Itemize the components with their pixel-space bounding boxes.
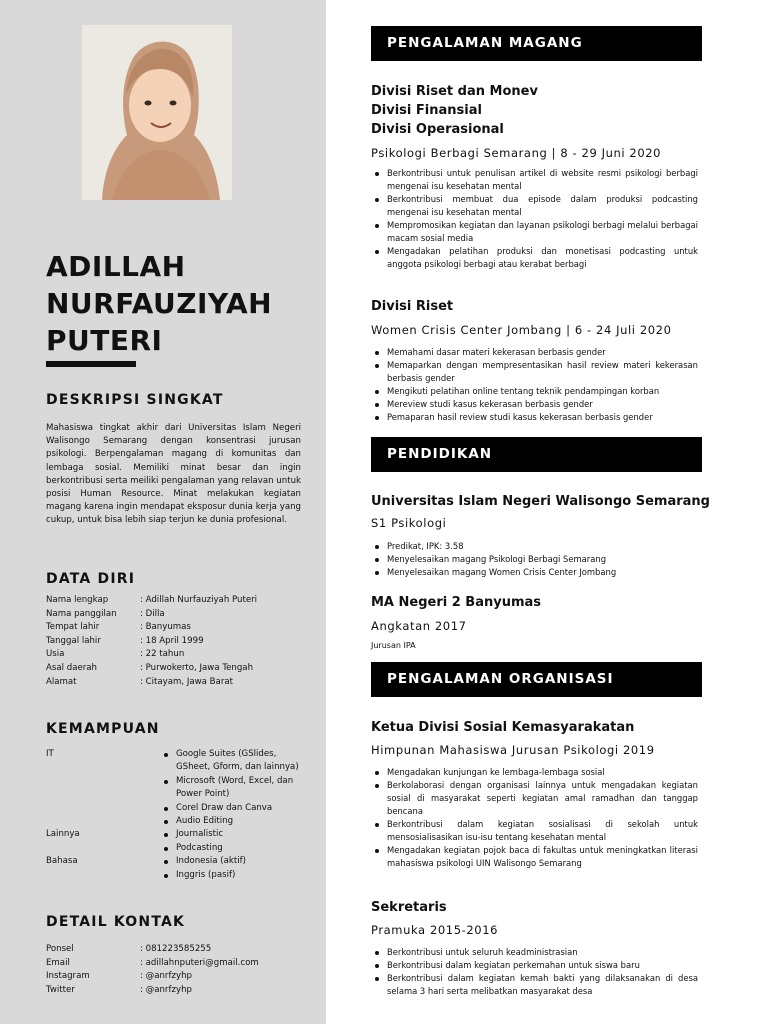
pendidikan1-list — [387, 540, 698, 579]
data-diri-row — [46, 648, 306, 662]
skill-item: Indonesia (aktif) — [161, 855, 311, 868]
email-value: : adillahnputeri@gmail.com — [140, 957, 259, 968]
section-bar-organisasi: PENGALAMAN ORGANISASI — [371, 662, 702, 697]
data-diri-list — [46, 594, 306, 689]
kontak-row — [46, 970, 306, 984]
section-bar-pendidikan: PENDIDIKAN — [371, 437, 702, 472]
list-item: Pemaparan hasil review studi kasus kekerasan berbasis gender — [387, 411, 698, 424]
full-name — [46, 248, 316, 359]
twitter-value: : @anrfzyhp — [140, 984, 192, 995]
profile-photo-image — [82, 25, 232, 200]
list-item: Mengadakan kunjungan ke lembaga-lembaga sosial — [387, 766, 698, 779]
data-diri-row — [46, 662, 306, 676]
skill-label: IT — [46, 749, 54, 759]
list-item: Memaparkan dengan mempresentasikan hasil review materi kekerasan berbasis gender — [387, 360, 698, 383]
kontak-row — [46, 984, 306, 998]
field-label: Tanggal lahir — [46, 635, 101, 646]
skill-group-bahasa — [46, 855, 316, 882]
list-item: Berkolaborasi dengan organisasi lainnya untuk mengadakan kegiatan sosial di masyarakat seperti kegiatan amal ramadhan dan tanggap bencana — [387, 780, 698, 816]
skill-item: Podcasting — [161, 842, 311, 855]
magang1-title-3: Divisi Operasional — [371, 122, 504, 137]
profile-photo — [82, 25, 232, 200]
pendidikan2-note: Jurusan IPA — [371, 641, 416, 650]
instagram-value: : @anrfzyhp — [140, 971, 192, 982]
field-value: : 18 April 1999 — [140, 635, 204, 646]
org1-org: Himpunan Mahasiswa Jurusan Psikologi 2019 — [371, 743, 655, 757]
skill-item: Google Suites (GSlides, GSheet, Gform, dan lainnya) — [161, 748, 311, 775]
heading-kontak: DETAIL KONTAK — [46, 914, 186, 930]
pendidikan2-sub: Angkatan 2017 — [371, 619, 467, 633]
skill-group-it — [46, 748, 316, 828]
org1-list — [387, 766, 698, 870]
skill-item: Inggris (pasif) — [161, 869, 311, 882]
field-value: : Banyumas — [140, 622, 191, 633]
data-diri-row — [46, 621, 306, 635]
field-label: Alamat — [46, 676, 77, 687]
list-item: Mempromosikan kegiatan dan layanan psikologi berbagi melalui berbagai macam sosial media — [387, 220, 698, 243]
field-label: Instagram — [46, 971, 90, 982]
list-item: Mengadakan pelatihan produksi dan monetisasi podcasting untuk anggota psikologi berbagi atau kerabat berbagi — [387, 246, 698, 269]
kontak-row — [46, 957, 306, 971]
field-label: Usia — [46, 649, 65, 660]
list-item: Menyelesaikan magang Women Crisis Center Jombang — [387, 566, 698, 579]
skill-label: Lainnya — [46, 829, 80, 840]
data-diri-row — [46, 635, 306, 649]
list-item: Menyelesaikan magang Psikologi Berbagi Semarang — [387, 553, 698, 566]
magang1-list — [387, 167, 698, 271]
list-item: Berkontribusi untuk penulisan artikel di website resmi psikologi berbagi mengenai isu kesehatan mental — [387, 168, 698, 191]
magang1-org: Psikologi Berbagi Semarang | 8 - 29 Juni 2020 — [371, 146, 662, 160]
org2-list — [387, 946, 698, 998]
field-label: Nama panggilan — [46, 608, 117, 619]
org2-org: Pramuka 2015-2016 — [371, 923, 499, 937]
kemampuan-list — [46, 748, 316, 882]
magang1-title-2: Divisi Finansial — [371, 103, 482, 118]
field-value: : Purwokerto, Jawa Tengah — [140, 662, 254, 673]
kontak-row — [46, 943, 306, 957]
org2-title: Sekretaris — [371, 900, 447, 915]
field-label: Email — [46, 957, 70, 968]
magang1-title-1: Divisi Riset dan Monev — [371, 84, 538, 99]
list-item: Berkontribusi untuk seluruh keadministrasian — [387, 946, 698, 959]
heading-deskripsi: DESKRIPSI SINGKAT — [46, 392, 224, 408]
name-line: NURFAUZIYAH — [46, 287, 273, 320]
field-value: : Adillah Nurfauziyah Puteri — [140, 595, 258, 605]
pendidikan1-sub: S1 Psikologi — [371, 516, 447, 530]
list-item: Mengikuti pelatihan online tentang teknik pendampingan korban — [387, 385, 698, 398]
name-line: PUTERI — [46, 324, 163, 357]
field-label: Twitter — [46, 984, 75, 995]
skill-item: Microsoft (Word, Excel, dan Power Point) — [161, 775, 311, 802]
data-diri-row — [46, 676, 306, 690]
skill-item: Audio Editing — [161, 815, 311, 828]
skill-item: Corel Draw dan Canva — [161, 802, 311, 815]
field-value: : Dilla — [140, 608, 165, 619]
phone-value: : 081223585255 — [140, 944, 212, 954]
pendidikan2-title: MA Negeri 2 Banyumas — [371, 595, 542, 610]
list-item: Berkontribusi dalam kegiatan perkemahan untuk siswa baru — [387, 959, 698, 972]
name-line: ADILLAH — [46, 250, 186, 283]
data-diri-row — [46, 608, 306, 622]
field-label: Tempat lahir — [46, 622, 100, 633]
data-diri-row — [46, 594, 306, 608]
magang2-list — [387, 346, 698, 424]
list-item: Berkontribusi dalam kegiatan sosialisasi di sekolah untuk mensosialisasikan isu-isu tentang kesehatan mental — [387, 819, 698, 842]
list-item: Berkontribusi dalam kegiatan kemah bakti yang dilaksanakan di desa selama 3 hari serta melibatkan masyarakat desa — [387, 973, 698, 996]
magang2-title: Divisi Riset — [371, 299, 454, 314]
list-item: Mengadakan kegiatan pojok baca di fakultas untuk meningkatkan literasi mahasiswa psikologi UIN Walisongo Semarang — [387, 845, 698, 868]
list-item: Mereview studi kasus kekerasan berbasis gender — [387, 398, 698, 411]
field-label: Asal daerah — [46, 662, 97, 673]
deskripsi-text: Mahasiswa tingkat akhir dari Universitas Islam Negeri Walisongo Semarang dengan konsentrasi jurusan psikologi. Berpengalaman magang di komunitas dan lembaga sosial. Memiliki minat besar dan ingin berkontribusi serta meiliki pengalaman yang relavan untuk posisi Human Resource. Minat melakukan kegiatan magang karena ingin mendapat eksposur dunia kerja yang cukup, untuk bisa lebih siap terjun ke dunia profesional. — [46, 423, 301, 526]
heading-kemampuan: KEMAMPUAN — [46, 721, 160, 737]
skill-label: Bahasa — [46, 856, 78, 867]
list-item: Predikat, IPK: 3.58 — [387, 540, 698, 553]
heading-data-diri: DATA DIRI — [46, 571, 136, 587]
field-value: : 22 tahun — [140, 649, 185, 660]
field-label: Nama lengkap — [46, 595, 109, 605]
skill-group-lainnya — [46, 828, 316, 855]
pendidikan1-title: Universitas Islam Negeri Walisongo Semarang — [371, 494, 710, 509]
section-bar-magang: PENGALAMAN MAGANG — [371, 26, 702, 61]
skill-item: Journalistic — [161, 828, 311, 841]
list-item: Berkontribusi membuat dua episode dalam produksi podcasting mengenai isu kesehatan mental — [387, 194, 698, 217]
list-item: Memahami dasar materi kekerasan berbasis gender — [387, 346, 698, 359]
name-underline-bar — [46, 361, 136, 367]
kontak-list — [46, 943, 306, 997]
magang2-org: Women Crisis Center Jombang | 6 - 24 Juli 2020 — [371, 323, 672, 337]
left-column — [0, 0, 326, 1024]
field-value: : Citayam, Jawa Barat — [140, 676, 233, 687]
field-label: Ponsel — [46, 944, 74, 954]
org1-title: Ketua Divisi Sosial Kemasyarakatan — [371, 720, 635, 735]
